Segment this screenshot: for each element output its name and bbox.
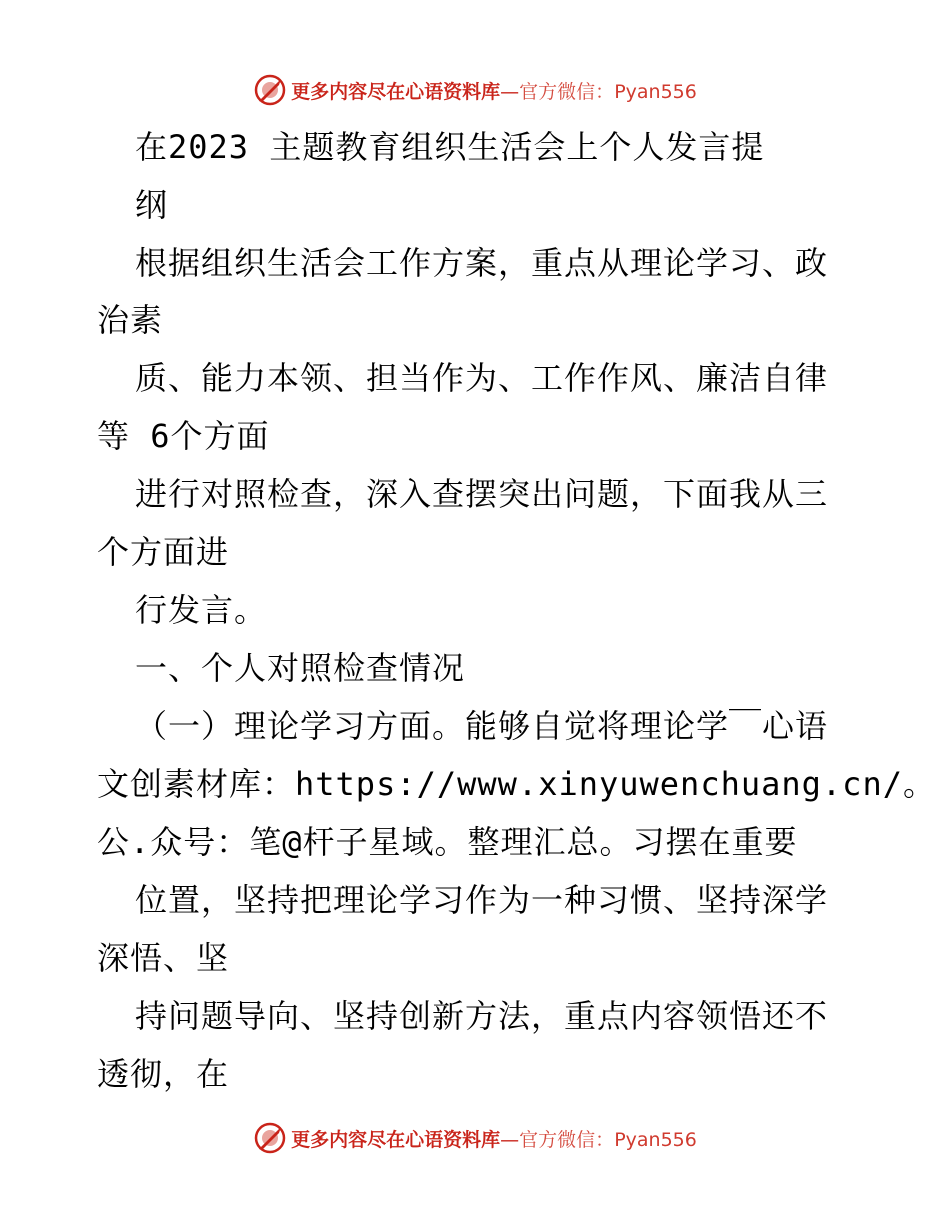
paragraph-line: （一）理论学习方面。能够自觉将理论学￣心语 xyxy=(135,707,829,745)
watermark-wechat-label: 官方微信： xyxy=(519,80,615,103)
paragraph-line: 位置，坚持把理论学习作为一种习惯、坚持深学 xyxy=(135,881,829,919)
paragraph-line: 深悟、坚 xyxy=(97,939,230,977)
paragraph-line: 质、能力本领、担当作为、工作作风、廉洁自律 xyxy=(135,359,829,397)
watermark-dash: — xyxy=(500,80,520,103)
paragraph-line: 进行对照检查，深入查摆突出问题，下面我从三 xyxy=(135,475,829,513)
paragraph-line: 根据组织生活会工作方案，重点从理论学习、政 xyxy=(135,244,829,282)
paragraph-line: 治素 xyxy=(97,301,164,339)
pen-seal-icon xyxy=(253,1121,287,1155)
paragraph-line: 持问题导向、坚持创新方法，重点内容领悟还不 xyxy=(135,997,829,1035)
paragraph-line: 公.众号：笔@杆子星域。整理汇总。习摆在重要 xyxy=(97,823,798,861)
header-watermark xyxy=(0,70,950,110)
watermark-wechat-id: Pyan556 xyxy=(614,1128,697,1151)
pen-seal-icon xyxy=(253,73,287,107)
footer-watermark xyxy=(0,1118,950,1158)
paragraph-line: 透彻，在 xyxy=(97,1055,230,1093)
watermark-brand: 更多内容尽在心语资料库 xyxy=(291,80,501,103)
watermark-text xyxy=(291,1125,697,1152)
watermark-wechat-id: Pyan556 xyxy=(614,80,697,103)
paragraph-line: 等 6个方面 xyxy=(97,417,270,455)
watermark-wechat-label: 官方微信： xyxy=(519,1128,615,1151)
watermark-dash: — xyxy=(500,1128,520,1151)
watermark-text xyxy=(291,77,697,104)
paragraph-line: 行发言。 xyxy=(135,591,268,629)
doc-title-line-2: 纲 xyxy=(135,186,169,224)
paragraph-line: 文创素材库：https://www.xinyuwenchuang.cn/。 xyxy=(97,765,936,803)
paragraph-line: 个方面进 xyxy=(97,533,230,571)
section-heading: 一、个人对照检查情况 xyxy=(135,649,466,687)
doc-title-line-1: 在2023 主题教育组织生活会上个人发言提 xyxy=(135,128,765,166)
watermark-brand: 更多内容尽在心语资料库 xyxy=(291,1128,501,1151)
